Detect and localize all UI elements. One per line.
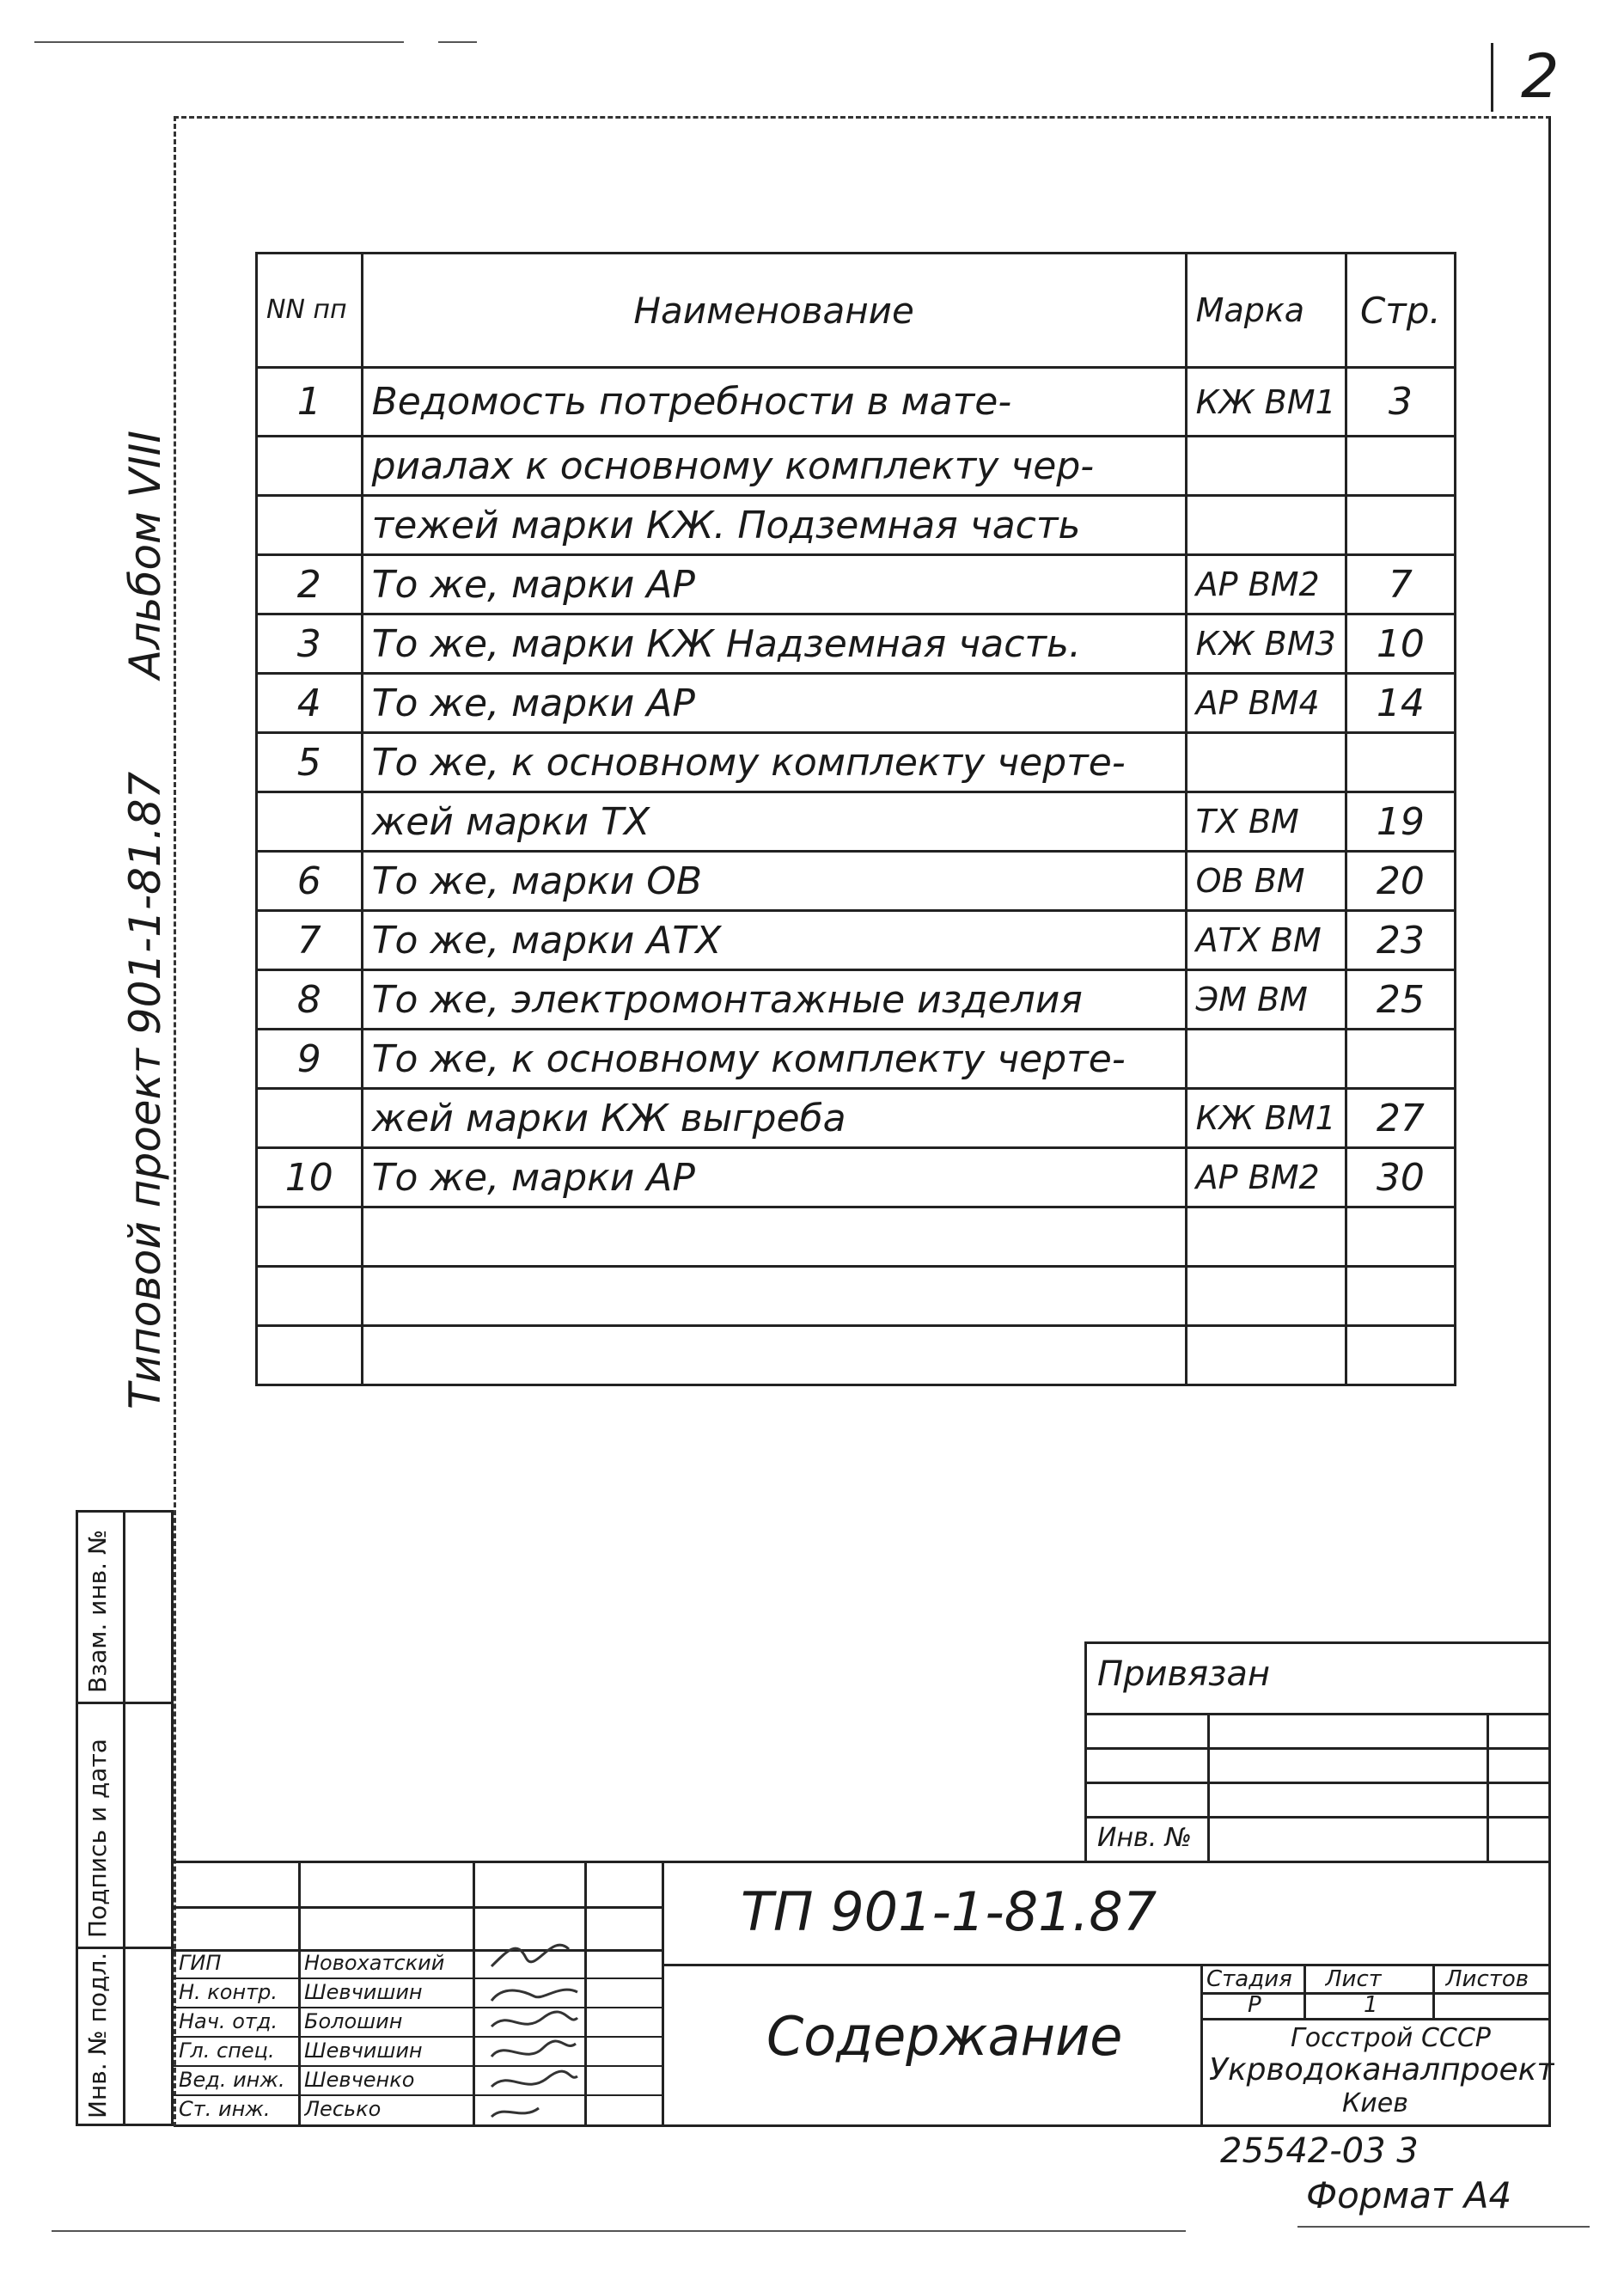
doc-title: Содержание [766,2005,1123,2068]
row-name [362,1267,1186,1326]
org-line-1: Госстрой СССР [1291,2023,1491,2053]
row-page: 19 [1346,792,1455,852]
table-row [257,1148,1456,1207]
row-page [1346,1207,1455,1267]
sheet-number: 2 [1521,41,1560,112]
row-name [362,1207,1186,1267]
tb-stage-col-1 [1303,1964,1306,2018]
inv-no-label: Инв. № подл. [83,1952,112,2118]
row-mark: ЭМ ВМ [1186,970,1346,1030]
table-row [257,1089,1456,1148]
tb-code-sep [662,1964,1548,1966]
row-name: То же, марки ОВ [362,852,1186,911]
tb-stage-value-sep [1200,2018,1548,2020]
staff-name: Шевчишин [304,1980,423,2004]
row-page [1346,437,1455,496]
row-num [257,437,363,496]
row-num: 4 [257,674,363,733]
top-scan-line-short [438,41,477,43]
top-scan-line [34,41,404,43]
stage-label: Стадия [1206,1966,1292,1992]
row-name [362,1326,1186,1385]
header-mark: Марка [1186,254,1346,368]
table-row [257,1207,1456,1267]
row-mark: АТХ ВМ [1186,911,1346,970]
staff-name: Шевченко [304,2068,415,2092]
org-city: Киев [1342,2088,1408,2118]
row-name: То же, электромонтажные изделия [362,970,1186,1030]
format-label: Формат А4 [1306,2174,1512,2216]
binding-block [1084,1641,1551,1861]
row-page: 30 [1346,1148,1455,1207]
staff-name: Болошин [304,2009,403,2033]
row-page [1346,1030,1455,1089]
row-name: То же, к основному комплекту черте- [362,1030,1186,1089]
row-name: Ведомость потребности в мате- [362,368,1186,437]
row-page: 20 [1346,852,1455,911]
header-page: Стр. [1346,254,1455,368]
table-row [257,852,1456,911]
row-num [257,1267,363,1326]
tb-stage-col-2 [1432,1964,1435,2018]
side-stamp-sep-1 [78,1702,171,1704]
row-num: 10 [257,1148,363,1207]
binding-sep-2 [1087,1747,1551,1750]
row-mark: КЖ ВМ3 [1186,614,1346,674]
row-num: 6 [257,852,363,911]
row-mark: КЖ ВМ1 [1186,1089,1346,1148]
table-row [257,970,1456,1030]
row-num [257,1207,363,1267]
table-row [257,555,1456,614]
binding-attached-label: Привязан [1097,1654,1271,1694]
doc-code: ТП 901-1-81.87 [741,1880,1157,1943]
sheet-value: 1 [1364,1992,1378,2018]
tb-stage-left [1200,1964,1203,2127]
row-mark: КЖ ВМ1 [1186,368,1346,437]
binding-col-2 [1487,1713,1489,1861]
row-mark: АР ВМ2 [1186,1148,1346,1207]
table-row [257,1267,1456,1326]
row-name: То же, марки АР [362,674,1186,733]
row-mark [1186,437,1346,496]
table-row [257,614,1456,674]
table-row [257,437,1456,496]
replace-inv-label: Взам. инв. № [83,1529,112,1693]
table-row [257,733,1456,792]
row-name: То же, марки КЖ Надземная часть. [362,614,1186,674]
binding-sep-4 [1087,1816,1551,1819]
header-num: NN пп [257,254,363,368]
row-page [1346,496,1455,555]
binding-inv-label: Инв. № [1097,1823,1193,1853]
staff-name: Новохатский [304,1951,445,1975]
row-page [1346,1326,1455,1385]
row-num [257,1326,363,1385]
row-num: 3 [257,614,363,674]
signature-date-label: Подпись и дата [83,1739,112,1938]
album-project-label: Типовой проект 901-1-81.87 [120,771,170,1409]
row-name: риалах к основному комплекту чер- [362,437,1186,496]
org-line-2: Укрводоканалпроект [1209,2052,1555,2088]
staff-role: Ст. инж. [179,2097,271,2121]
staff-role: Гл. спец. [179,2039,275,2063]
tb-col-date [662,1863,664,2127]
table-row [257,911,1456,970]
row-name: жей марки КЖ выгреба [362,1089,1186,1148]
binding-sep-1 [1087,1713,1551,1715]
staff-name: Шевчишин [304,2039,423,2063]
bottom-scan-line-right [1297,2226,1590,2228]
side-stamp [76,1510,174,2126]
table-row [257,1030,1456,1089]
binding-sep-3 [1087,1782,1551,1784]
table-row [257,792,1456,852]
table-row [257,496,1456,555]
row-num: 9 [257,1030,363,1089]
row-num: 2 [257,555,363,614]
row-mark [1186,1326,1346,1385]
staff-role: Вед. инж. [179,2068,285,2092]
album-number-label: Альбом VIII [120,430,170,679]
staff-role: ГИП [179,1951,222,1975]
stage-value: Р [1248,1992,1261,2018]
staff-role: Нач. отд. [179,2009,278,2033]
row-name: То же, марки АР [362,555,1186,614]
sheets-label: Листов [1445,1966,1529,1992]
row-name: То же, марки АТХ [362,911,1186,970]
row-num: 1 [257,368,363,437]
signatures-graphic [474,1880,655,2125]
staff-name: Лесько [304,2097,382,2121]
row-page: 25 [1346,970,1455,1030]
header-name: Наименование [362,254,1186,368]
inventory-code: 25542-03 3 [1220,2131,1419,2171]
row-mark [1186,1207,1346,1267]
sheet-number-tick [1491,43,1493,112]
side-stamp-sep-2 [78,1947,171,1949]
bottom-scan-line [52,2230,1186,2232]
title-block [174,1861,1555,2127]
row-mark: АР ВМ4 [1186,674,1346,733]
row-num: 7 [257,911,363,970]
row-num [257,1089,363,1148]
row-mark [1186,1267,1346,1326]
row-name: жей марки ТХ [362,792,1186,852]
row-page: 23 [1346,911,1455,970]
row-page [1346,1267,1455,1326]
staff-role: Н. контр. [179,1980,278,2004]
row-mark [1186,733,1346,792]
row-num [257,496,363,555]
binding-col-1 [1207,1713,1210,1861]
row-mark: АР ВМ2 [1186,555,1346,614]
row-name: То же, марки АР [362,1148,1186,1207]
contents-header-row [257,254,1456,368]
row-page [1346,733,1455,792]
row-mark: ОВ ВМ [1186,852,1346,911]
side-stamp-divider [123,1513,125,2124]
row-mark: ТХ ВМ [1186,792,1346,852]
row-page: 7 [1346,555,1455,614]
row-mark [1186,1030,1346,1089]
table-row [257,368,1456,437]
contents-table [255,252,1456,1386]
row-num: 8 [257,970,363,1030]
row-page: 27 [1346,1089,1455,1148]
row-name: То же, к основному комплекту черте- [362,733,1186,792]
row-page: 3 [1346,368,1455,437]
row-name: тежей марки КЖ. Подземная часть [362,496,1186,555]
row-page: 14 [1346,674,1455,733]
sheet-label: Лист [1325,1966,1382,1992]
row-page: 10 [1346,614,1455,674]
table-row [257,674,1456,733]
row-num [257,792,363,852]
row-mark [1186,496,1346,555]
table-row [257,1326,1456,1385]
row-num: 5 [257,733,363,792]
